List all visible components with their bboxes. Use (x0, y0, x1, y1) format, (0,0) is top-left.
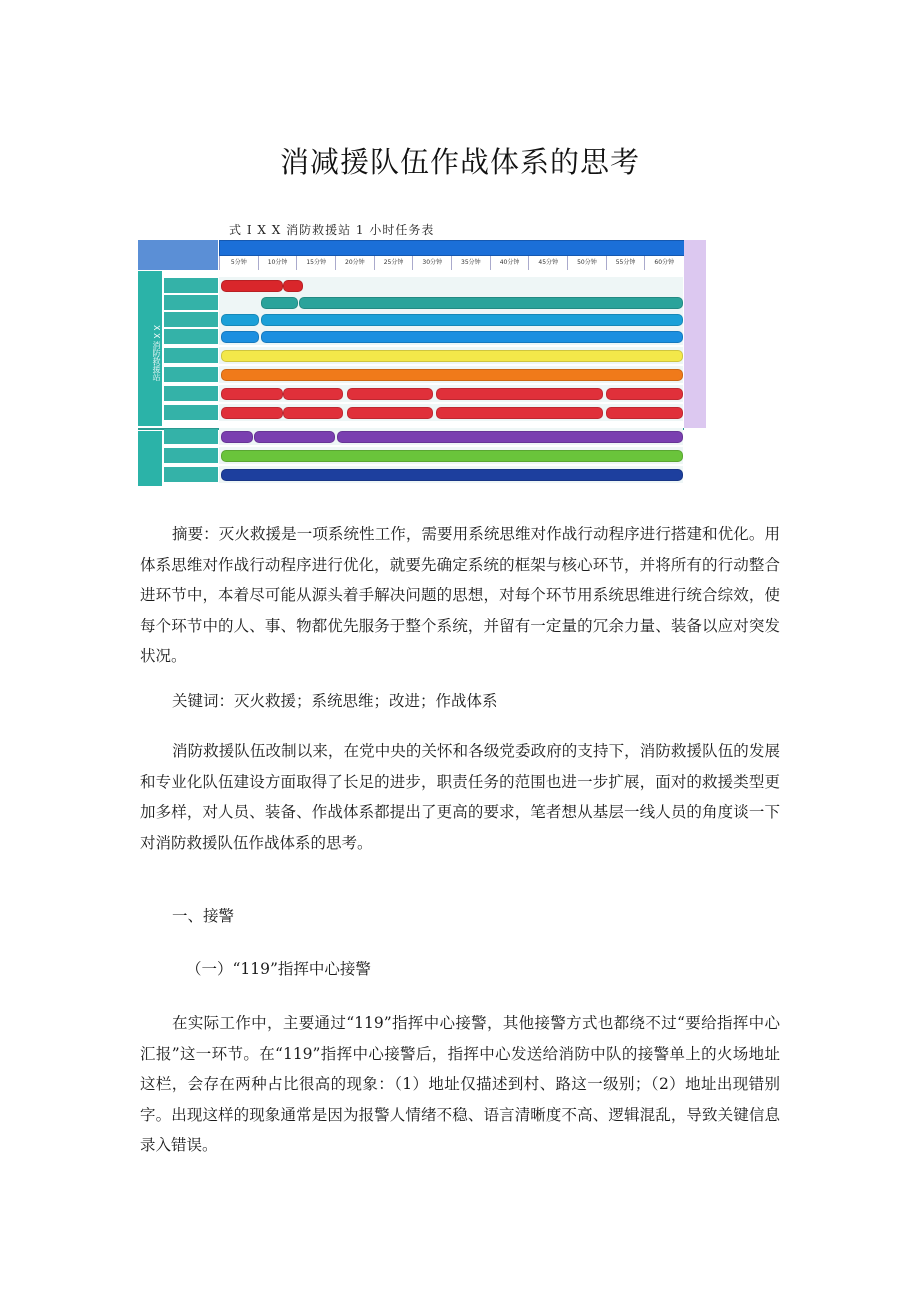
row-label-cell (164, 429, 218, 444)
row-label-cell (164, 386, 218, 401)
keywords-line: 关键词：灭火救援；系统思维；改进；作战体系 (172, 692, 498, 710)
task-bar (221, 331, 259, 343)
task-bar (283, 388, 343, 400)
task-bar (261, 331, 683, 343)
task-bar (221, 369, 683, 381)
task-bar (221, 280, 283, 292)
time-tick: 15分钟 (296, 256, 335, 270)
time-tick: 20分钟 (335, 256, 374, 270)
task-bar (436, 388, 603, 400)
task-bar (606, 407, 683, 419)
task-bar (261, 297, 298, 309)
side-block-bottom (138, 431, 162, 486)
task-bar (299, 297, 683, 309)
task-bar (221, 469, 683, 481)
intro-paragraph: 消防救援队伍改制以来，在党中央的关怀和各级党委政府的支持下，消防救援队伍的发展和专业化队伍建设方面取得了长足的进步，职责任务的范围也进一步扩展，面对的救援类型更加多样，对人员、装备、作战体系都提出了更高的要求，笔者想从基层一线人员的角度谈一下对消防救援队伍作战体系的思考。 (140, 742, 780, 852)
time-tick: 5分钟 (219, 256, 258, 270)
task-bar (261, 314, 683, 326)
figure-caption: 式 I X X 消防救援站 1 小时任务表 (229, 223, 435, 237)
row-label-cell (164, 329, 218, 344)
row-label-cell (164, 367, 218, 382)
time-tick: 60分钟 (644, 256, 683, 270)
task-bar (221, 450, 683, 462)
task-bar (254, 431, 335, 443)
body-paragraph-2: 在实际工作中，主要通过“119”指挥中心接警，其他接警方式也都绕不过“要给指挥中心汇报”这一环节。在“119”指挥中心接警后，指挥中心发送给消防中队的接警单上的火场地址这栏，会存在两种占比很高的现象：（1）地址仅描述到村、路这一级别；（2）地址出现错别字。出现这样的现象通常是因为报警人情绪不稳、语言清晰度不高、逻辑混乱，导致关键信息录入错误。 (140, 1014, 780, 1154)
time-tick: 50分钟 (567, 256, 606, 270)
task-bar (436, 407, 603, 419)
task-bar (221, 314, 259, 326)
page-title: 消减援队伍作战体系的思考 (279, 145, 640, 179)
header-band (219, 240, 685, 256)
time-tick: 10分钟 (258, 256, 297, 270)
task-bar (347, 407, 433, 419)
purple-side-column (684, 240, 706, 428)
time-tick: 30分钟 (412, 256, 451, 270)
row-label-cell (164, 448, 218, 463)
row-label-cell (164, 295, 218, 310)
task-bar (221, 388, 283, 400)
time-tick: 35分钟 (451, 256, 490, 270)
task-bar (221, 407, 283, 419)
task-bar (283, 407, 343, 419)
time-tick: 25分钟 (374, 256, 413, 270)
row-label-cell (164, 467, 218, 482)
header-corner-cell (138, 240, 218, 270)
task-bar (606, 388, 683, 400)
time-ticks (219, 256, 683, 270)
time-tick: 40分钟 (490, 256, 529, 270)
task-bar (283, 280, 303, 292)
task-bar (221, 350, 683, 362)
task-bar (221, 431, 253, 443)
row-label-cell (164, 405, 218, 420)
task-bar (347, 388, 433, 400)
task-table-figure (138, 238, 708, 488)
abstract-paragraph: 摘要：灭火救援是一项系统性工作，需要用系统思维对作战行动程序进行搭建和优化。用体系思维对作战行动程序进行优化，就要先确定系统的框架与核心环节，并将所有的行动整合进环节中，本着尽可能从源头着手解决问题的思想，对每个环节用系统思维进行统合综效，使每个环节中的人、事、物都优先服务于整个系统，并留有一定量的冗余力量、装备以应对突发状况。 (140, 525, 780, 665)
subsection-heading-1: （一）“119”指挥中心接警 (186, 960, 371, 978)
side-label: X X 消防救援站 (152, 324, 161, 382)
task-bar (337, 431, 683, 443)
row-label-cell (164, 278, 218, 293)
time-tick: 55分钟 (606, 256, 645, 270)
row-label-cell (164, 348, 218, 363)
section-heading-1: 一、接警 (172, 907, 235, 925)
row-label-cell (164, 312, 218, 327)
time-tick: 45分钟 (528, 256, 567, 270)
